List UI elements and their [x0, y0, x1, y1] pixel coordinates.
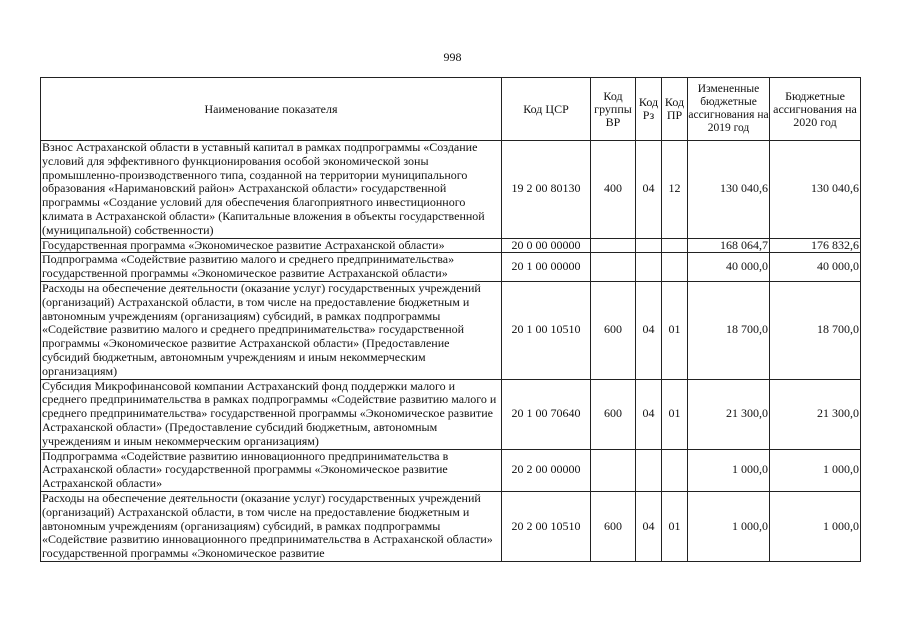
row-name: Государственная программа «Экономическое развитие Астраханской области» [41, 238, 502, 253]
table-row [41, 379, 861, 449]
row-csr: 19 2 00 80130 [502, 141, 591, 239]
row-vr [591, 449, 636, 491]
header-vr: Код группы ВР [591, 78, 636, 141]
row-vr: 600 [591, 379, 636, 449]
row-2019: 18 700,0 [688, 281, 770, 379]
table-row [41, 253, 861, 282]
page-number: 998 [443, 50, 462, 64]
row-2019: 130 040,6 [688, 141, 770, 239]
table-row [41, 449, 861, 491]
row-pr: 01 [662, 491, 688, 561]
row-name: Подпрограмма «Содействие развитию малого и среднего предпринимательства» государственной программы «Экономическое развитие Астраханской области» [41, 253, 502, 282]
budget-table [40, 77, 861, 562]
row-csr: 20 2 00 10510 [502, 491, 591, 561]
row-csr: 20 0 00 00000 [502, 238, 591, 253]
header-pr: Код ПР [662, 78, 688, 141]
row-2019: 40 000,0 [688, 253, 770, 282]
table-header-row [41, 78, 861, 141]
row-rz [636, 449, 662, 491]
row-rz [636, 238, 662, 253]
table-row [41, 491, 861, 561]
header-2019: Измененные бюджетные ассигнования на 2019 год [688, 78, 770, 141]
header-rz: Код Рз [636, 78, 662, 141]
row-rz: 04 [636, 379, 662, 449]
row-2020: 21 300,0 [770, 379, 861, 449]
row-rz [636, 253, 662, 282]
row-pr [662, 238, 688, 253]
row-name: Расходы на обеспечение деятельности (оказание услуг) государственных учреждений (организаций) Астраханской области, в том числе на предоставление бюджетным и автономным учреждениям (организациям) субсидий, в рамках подпрограммы «Содействие развитию малого и среднего предпринимательства» государственной программы «Экономическое развитие Астраханской области» (Предоставление субсидий бюджетным, автономным учреждениям и иным некоммерческим организациям) [41, 281, 502, 379]
row-vr [591, 253, 636, 282]
table-row [41, 141, 861, 239]
row-csr: 20 1 00 00000 [502, 253, 591, 282]
row-2020: 1 000,0 [770, 449, 861, 491]
row-pr: 01 [662, 281, 688, 379]
table-row [41, 238, 861, 253]
header-csr: Код ЦСР [502, 78, 591, 141]
row-2019: 168 064,7 [688, 238, 770, 253]
row-2020: 130 040,6 [770, 141, 861, 239]
row-vr [591, 238, 636, 253]
row-pr [662, 253, 688, 282]
row-rz: 04 [636, 491, 662, 561]
row-csr: 20 1 00 10510 [502, 281, 591, 379]
row-2019: 21 300,0 [688, 379, 770, 449]
row-2020: 40 000,0 [770, 253, 861, 282]
header-2020: Бюджетные ассигнования на 2020 год [770, 78, 861, 141]
row-rz: 04 [636, 281, 662, 379]
row-csr: 20 1 00 70640 [502, 379, 591, 449]
row-pr: 12 [662, 141, 688, 239]
row-2019: 1 000,0 [688, 491, 770, 561]
row-vr: 600 [591, 491, 636, 561]
row-csr: 20 2 00 00000 [502, 449, 591, 491]
row-2019: 1 000,0 [688, 449, 770, 491]
row-vr: 600 [591, 281, 636, 379]
row-rz: 04 [636, 141, 662, 239]
header-name: Наименование показателя [41, 78, 502, 141]
row-name: Субсидия Микрофинансовой компании Астраханский фонд поддержки малого и среднего предпринимательства в рамках подпрограммы «Содействие развитию малого и среднего предпринимательства» государственной программы «Экономическое развитие Астраханской области» (Предоставление субсидий бюджетным, автономным учреждениям и иным некоммерческим организациям) [41, 379, 502, 449]
row-pr: 01 [662, 379, 688, 449]
row-name: Подпрограмма «Содействие развитию инновационного предпринимательства в Астраханской области» государственной программы «Экономическое развитие Астраханской области» [41, 449, 502, 491]
row-pr [662, 449, 688, 491]
row-name: Расходы на обеспечение деятельности (оказание услуг) государственных учреждений (организаций) Астраханской области, в том числе на предоставление бюджетным и автономным учреждениям (организациям) субсидий, в рамках подпрограммы «Содействие развитию инновационного предпринимательства в Астраханской области» государственной программы «Экономическое развитие [41, 491, 502, 561]
table-row [41, 281, 861, 379]
row-2020: 1 000,0 [770, 491, 861, 561]
row-vr: 400 [591, 141, 636, 239]
row-2020: 18 700,0 [770, 281, 861, 379]
row-2020: 176 832,6 [770, 238, 861, 253]
row-name: Взнос Астраханской области в уставный капитал в рамках подпрограммы «Создание условий для эффективного функционирования особой экономической зоны промышленно-производственного типа, созданной на территории муниципального образования «Наримановский район» Астраханской области» государственной программы «Создание условий для обеспечения благоприятного инвестиционного климата в Астраханской области» (Капитальные вложения в объекты государственной (муниципальной) собственности) [41, 141, 502, 239]
